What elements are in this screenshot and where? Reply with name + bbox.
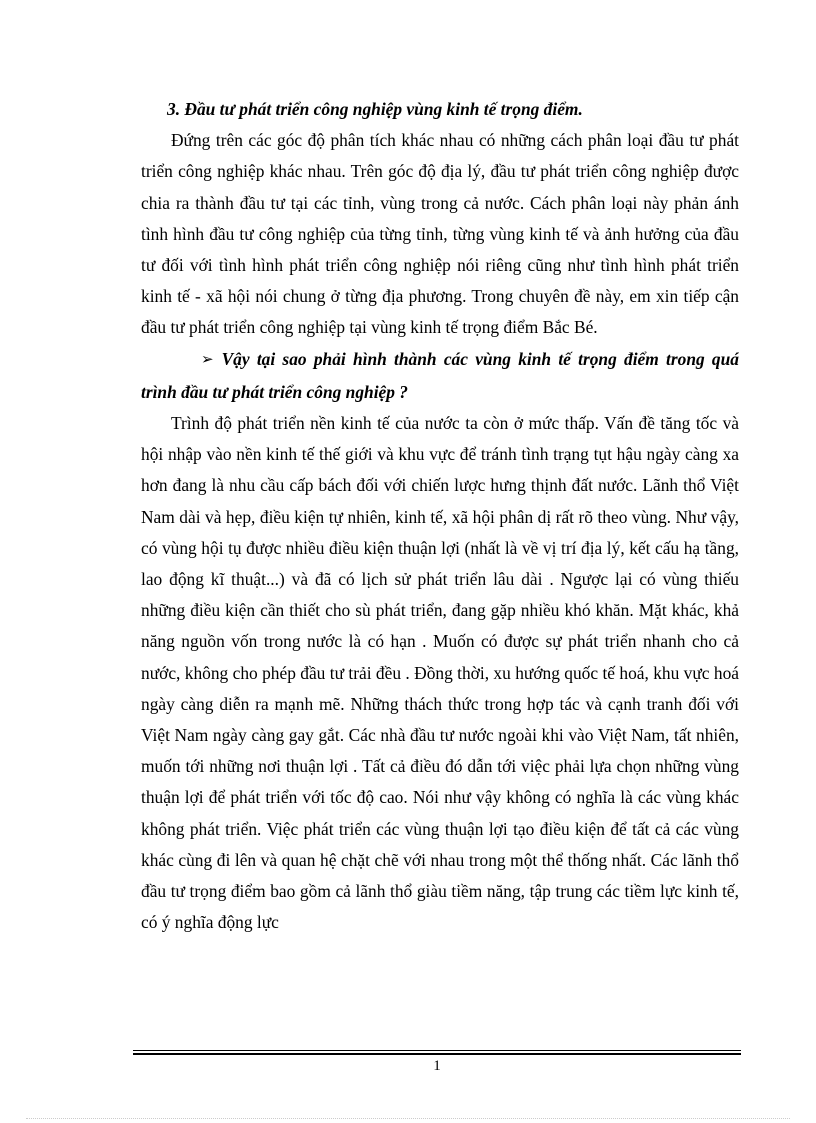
paragraph-explanation: Trình độ phát triển nền kinh tế của nước ta còn ở mức thấp. Vấn đề tăng tốc và hội nhập vào nền kinh tế thế giới và khu vực để tránh tình trạng tụt hậu ngày càng xa hơn đang là nhu cầu cấp bách đối với chiến lược hưng thịnh đất nước. Lãnh thổ Việt Nam dài và hẹp, điều kiện tự nhiên, kinh tế, xã hội phân dị rất rõ theo vùng. Như vậy, có vùng hội tụ được nhiều điều kiện thuận lợi (nhất là về vị trí địa lý, kết cấu hạ tầng, lao động kĩ thuật...) và đã có lịch sử phát triển lâu dài . Ngược lại có vùng thiếu những điều kiện cần thiết cho sù phát triển, đang gặp nhiều khó khăn. Mặt khác, khả năng nguồn vốn trong nước là có hạn . Muốn có được sự phát triển nhanh cho cả nước, không cho phép đầu tư trải đều . Đồng thời, xu hướng quốc tế hoá, khu vực hoá ngày càng diễn ra mạnh mẽ. Những thách thức trong hợp tác và cạnh tranh đối với Việt Nam ngày càng gay gắt. Các nhà đầu tư nước ngoài khi vào Việt Nam, tất nhiên, muốn tới những nơi thuận lợi . Tất cả điều đó dẫn tới việc phải lựa chọn những vùng thuận lợi để phát triển với tốc độ cao. Nói như vậy không có nghĩa là các vùng khác không phát triển. Việc phát triển các vùng thuận lợi tạo điều kiện để tất cả các vùng khác cùng đi lên và quan hệ chặt chẽ với nhau trong một thể thống nhất. Các lãnh thổ đầu tư trọng điểm bao gồm cả lãnh thổ giàu tiềm năng, tập trung các tiềm lực kinh tế, có ý nghĩa động lực: [141, 413, 739, 933]
question-item: [141, 344, 739, 408]
page-bottom-edge: [26, 1118, 790, 1119]
arrow-bullet-icon: ➢: [201, 351, 214, 368]
section-heading: 3. Đầu tư phát triển công nghiệp vùng kinh tế trọng điểm.: [167, 99, 583, 119]
paragraph-intro: Đứng trên các góc độ phân tích khác nhau có những cách phân loại đầu tư phát triển công nghiệp khác nhau. Trên góc độ địa lý, đầu tư phát triển công nghiệp được chia ra thành đầu tư tại các tỉnh, vùng trong cả nước. Cách phân loại này phản ánh tình hình đầu tư công nghiệp của từng tỉnh, từng vùng kinh tế và ảnh hưởng của đầu tư đối với tình hình phát triển công nghiệp nói riêng cũng như tình hình phát triển kinh tế - xã hội nói chung ở từng địa phương. Trong chuyên đề này, em xin tiếp cận đầu tư phát triển công nghiệp tại vùng kinh tế trọng điểm Bắc Bé.: [141, 130, 739, 338]
footer-rule-thick: [133, 1053, 741, 1055]
document-body: [141, 94, 739, 938]
page-number: 1: [433, 1058, 441, 1074]
footer-rule-thin: [133, 1050, 741, 1051]
question-text: Vậy tại sao phải hình thành các vùng kinh tế trọng điểm trong quá trình đầu tư phát triển công nghiệp ?: [141, 348, 739, 402]
